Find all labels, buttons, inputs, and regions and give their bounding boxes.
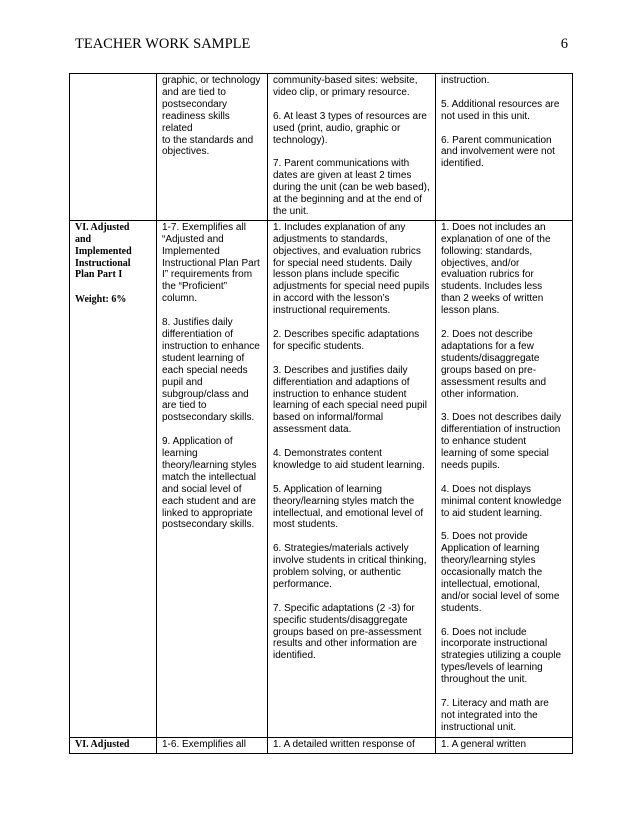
proficient-item: 7. Parent communications with dates are given at least 2 times during the unit (can be web based), at the beginning and at the end of the unit. — [273, 158, 430, 217]
proficient-item: 5. Application of learning theory/learning styles match the intellectual, and emotional level of most students. — [273, 483, 424, 531]
unacceptable-cell — [436, 737, 573, 753]
criterion-cell — [70, 220, 157, 737]
proficient-cell — [268, 737, 436, 753]
exemplary-cell — [157, 220, 268, 737]
proficient-item: 6. At least 3 types of resources are used (print, audio, graphic or technology). — [273, 110, 427, 146]
criterion-cell — [70, 737, 157, 753]
unacceptable-item: 5. Additional resources are not used in this unit. — [441, 98, 560, 122]
criterion-title: VI. Adjusted and Implemented Instructional Plan Part I — [75, 221, 132, 281]
proficient-item: 2. Describes specific adaptations for specific students. — [273, 328, 420, 352]
unacceptable-item: 3. Does not describes daily differentiation of instruction to enhance student learning of some special needs pupils. — [441, 412, 562, 471]
unacceptable-item: 2. Does not describe adaptations for a few students/disaggregate groups based on pre- assessment results and other information. — [441, 328, 547, 400]
exemplary-item: 8. Justifies daily differentiation of instruction to enhance student learning of each special needs pupil and subgroup/class and are tied to postsecondary skills. — [162, 317, 260, 424]
proficient-item: 4. Demonstrates content knowledge to aid student learning. — [273, 448, 425, 471]
proficient-item: 3. Describes and justifies daily differentiation and adaptions of instruction to enhance student learning of each special need pupil based on informal/formal assessment data. — [273, 364, 427, 436]
exemplary-cell — [157, 74, 268, 221]
unacceptable-item: instruction. — [441, 75, 490, 86]
unacceptable-item: 6. Parent communication and involvement were not identified. — [441, 134, 555, 170]
proficient-cell — [268, 74, 436, 221]
proficient-cell — [268, 220, 436, 737]
proficient-item: 6. Strategies/materials actively involve students in critical thinking, problem solving, or authentic performance. — [273, 543, 427, 590]
unacceptable-item: 7. Literacy and math are not integrated into the instructional unit. — [441, 698, 549, 733]
page-number: 6 — [560, 36, 568, 52]
criterion-title: VI. Adjusted — [75, 738, 130, 750]
exemplary-item: graphic, or technology and are tied to postsecondary readiness skills related to the standards and objectives. — [162, 75, 261, 158]
exemplary-cell — [157, 737, 268, 753]
rubric-table — [69, 73, 573, 754]
unacceptable-item: 1. A general written — [441, 738, 527, 750]
exemplary-item: 1-7. Exemplifies all “Adjusted and Implemented Instructional Plan Part I” requirements from the “Proficient” column. — [162, 221, 260, 305]
document-title: TEACHER WORK SAMPLE — [75, 36, 251, 52]
proficient-item: 7. Specific adaptations (2 -3) for specific students/disaggregate groups based on pre-assessment results and other information are identified. — [273, 602, 422, 662]
exemplary-item: 9. Application of learning theory/learning styles match the intellectual and social level of each student and are linked to appropriate postsecondary skills. — [162, 436, 257, 531]
unacceptable-cell — [436, 220, 573, 737]
unacceptable-cell — [436, 74, 573, 221]
proficient-item: 1. A detailed written response of — [273, 738, 415, 750]
criterion-cell — [70, 74, 157, 221]
proficient-item: 1. Includes explanation of any adjustments to standards, objectives, and evaluation rubrics for special need students. Daily lesson plans include specific adjustments for special need pupils in accord with the lesson’s instructional requirements. — [273, 221, 430, 317]
unacceptable-item: 6. Does not include incorporate instructional strategies utilizing a couple types/levels of learning throughout the unit. — [441, 626, 562, 686]
criterion-weight: Weight: 6% — [75, 294, 127, 306]
rubric-row-plan-part-i — [70, 220, 573, 737]
proficient-item: community-based sites: website, video clip, or primary resource. — [273, 75, 418, 98]
exemplary-item: 1-6. Exemplifies all — [162, 738, 246, 750]
unacceptable-item: 4. Does not displays minimal content knowledge to aid student learning. — [441, 483, 562, 519]
unacceptable-item: 5. Does not provide Application of learning theory/learning styles occasionally match the intellectual, emotional, and/or social level of some students. — [441, 531, 560, 614]
rubric-row-continued — [70, 74, 573, 221]
rubric-row-plan-part-ii — [70, 737, 573, 753]
unacceptable-item: 1. Does not includes an explanation of one of the following: standards, objectives, and/or evaluation rubrics for students. Includes less than 2 weeks of written lesson plans. — [441, 221, 551, 317]
